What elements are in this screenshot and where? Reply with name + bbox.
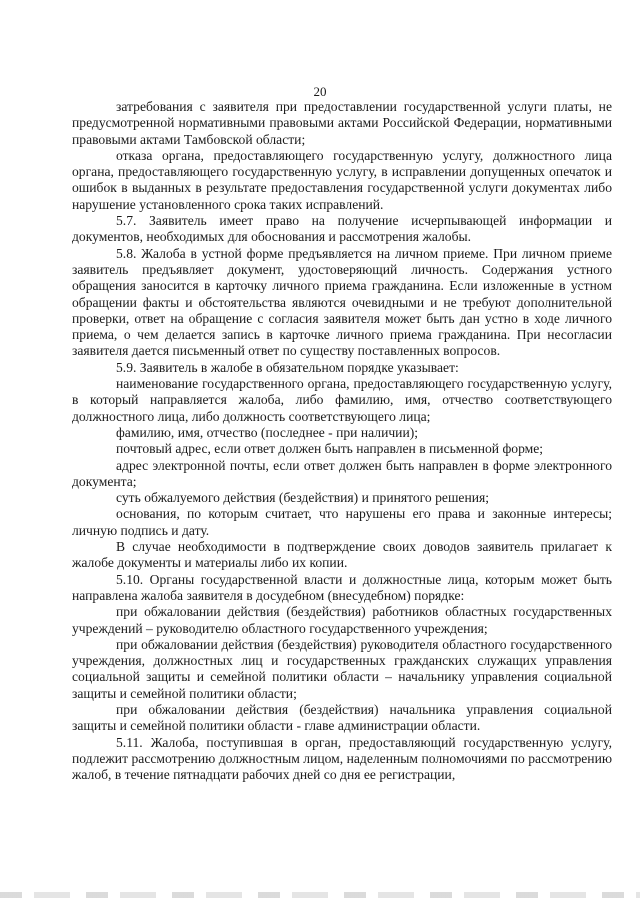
paragraph: затребования с заявителя при предоставлении государственной услуги платы, не предусмотренной нормативными правовыми актами Российской Федерации, нормативными правовыми актами Тамбовской области;: [72, 99, 612, 147]
paragraph: 5.9. Заявитель в жалобе в обязательном порядке указывает:: [116, 359, 459, 375]
paragraph: фамилию, имя, отчество (последнее - при наличии);: [116, 424, 419, 440]
paragraph: адрес электронной почты, если ответ должен быть направлен в форме электронного документа;: [72, 457, 612, 489]
scan-edge-artifact: [0, 892, 640, 898]
paragraph: 5.7. Заявитель имеет право на получение исчерпывающей информации и документов, необходимых для обоснования и рассмотрения жалобы.: [72, 213, 612, 245]
paragraph: почтовый адрес, если ответ должен быть направлен в письменной форме;: [116, 441, 544, 457]
paragraph: В случае необходимости в подтверждение своих доводов заявитель прилагает к жалобе документы и материалы либо их копии.: [72, 539, 612, 571]
paragraph: отказа органа, предоставляющего государственную услугу, должностного лица органа, предоставляющего государственную услугу, в исправлении допущенных опечаток и ошибок в выданных в результате предоставления государственной услуги документах либо нарушение установленного срока таких исправлений.: [72, 147, 612, 212]
paragraph: 5.8. Жалоба в устной форме предъявляется на личном приеме. При личном приеме заявитель предъявляет документ, удостоверяющий личность. Содержания устного обращения заносится в карточку личного приема гражданина. Если изложенные в устном обращении факты и обстоятельства являются очевидными и не требуют дополнительной проверки, ответ на обращение с согласия заявителя может быть дан устно в ходе личного приема, о чем делается запись в карточке личного приема гражданина. При несогласии заявителя дается письменный ответ по существу поставленных вопросов.: [72, 245, 612, 359]
paragraph: при обжаловании действия (бездействия) начальника управления социальной защиты и семейной политики области - главе администрации области.: [72, 701, 612, 734]
paragraph: суть обжалуемого действия (бездействия) и принятого решения;: [116, 490, 490, 506]
paragraph: при обжаловании действия (бездействия) руководителя областного государственного учреждения, должностных лиц и государственных гражданских служащих управления социальной защиты и семейной политики области – начальнику управления социальной защиты и семейной политики области;: [72, 636, 612, 701]
paragraph: основания, по которым считает, что нарушены его права и законные интересы; личную подпись и дату.: [72, 506, 612, 538]
paragraph: наименование государственного органа, предоставляющего государственную услугу, в который направляется жалоба, либо фамилию, имя, отчество соответствующего должностного лица, либо должность соответствующего лица;: [72, 376, 612, 424]
paragraph: при обжаловании действия (бездействия) работников областных государственных учреждений – руководителю областного государственного учреждения;: [72, 604, 612, 636]
page-number: 20: [313, 84, 327, 99]
paragraph: 5.10. Органы государственной власти и должностные лица, которым может быть направлена жалоба заявителя в досудебном (внесудебном) порядке:: [72, 571, 612, 603]
paragraph: 5.11. Жалоба, поступившая в орган, предоставляющий государственную услугу, подлежит рассмотрению должностным лицом, наделенным полномочиями по рассмотрению жалоб, в течение пятнадцати рабочих дней со дня ее регистрации,: [72, 734, 612, 783]
document-body: [72, 99, 612, 783]
